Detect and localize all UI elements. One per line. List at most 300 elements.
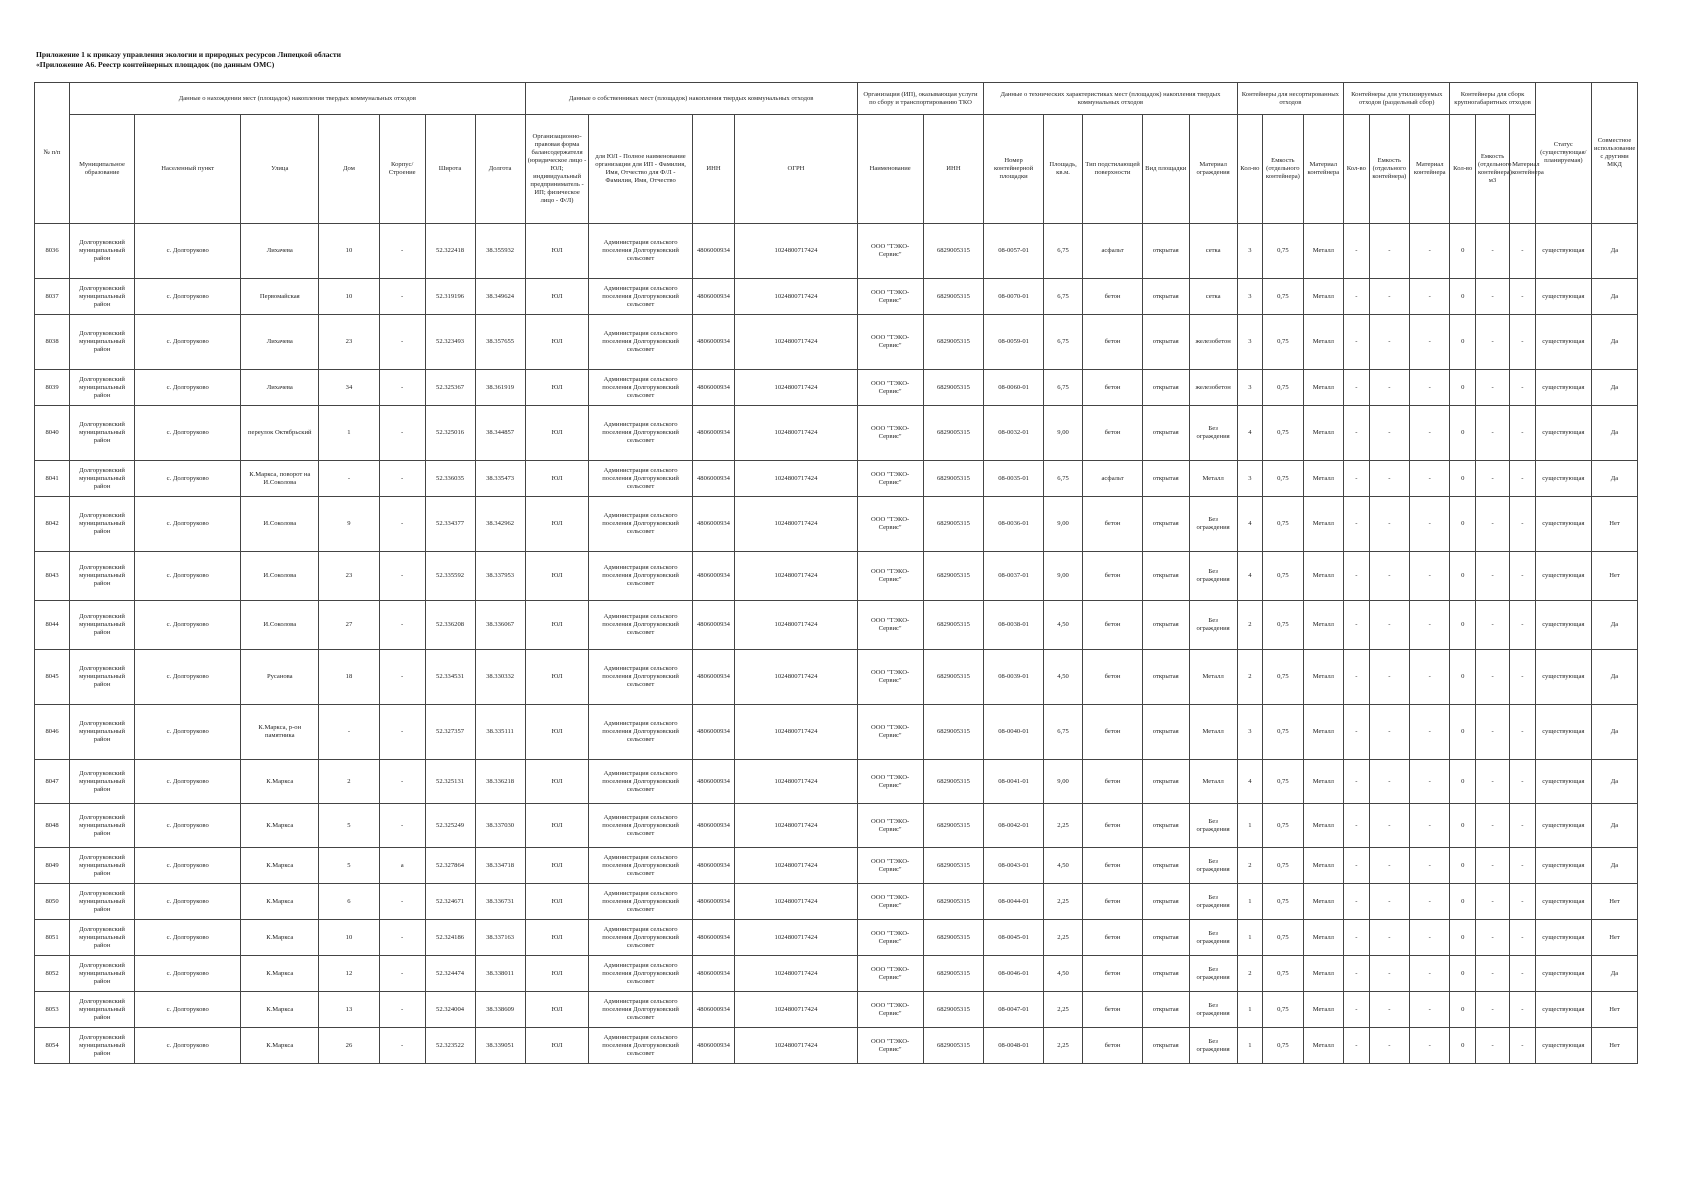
table-cell: - <box>1369 992 1409 1028</box>
table-cell: Нет <box>1592 552 1638 601</box>
table-cell: 12 <box>319 956 380 992</box>
table-row <box>35 1028 1638 1064</box>
table-cell: 18 <box>319 650 380 705</box>
table-cell: - <box>1476 370 1510 406</box>
table-cell: ЮЛ <box>525 406 589 461</box>
table-cell: 0 <box>1450 705 1476 760</box>
table-cell: 08-0045-01 <box>984 920 1044 956</box>
table-cell: - <box>379 992 425 1028</box>
table-cell: 08-0057-01 <box>984 224 1044 279</box>
table-cell: 9,00 <box>1043 497 1082 552</box>
col-recycle-capacity: Емкость (отдельного контейнера) <box>1369 115 1409 224</box>
table-cell: бетон <box>1083 1028 1143 1064</box>
table-cell: Лихачева <box>241 370 319 406</box>
table-cell: К.Маркса <box>241 1028 319 1064</box>
table-cell: 4806000934 <box>692 279 735 315</box>
table-cell: 1 <box>319 406 380 461</box>
table-cell: 0,75 <box>1263 1028 1303 1064</box>
table-cell: 6829005315 <box>923 992 984 1028</box>
table-cell: - <box>1344 370 1370 406</box>
table-cell: - <box>1410 279 1450 315</box>
table-row <box>35 650 1638 705</box>
table-cell: 0 <box>1450 760 1476 804</box>
table-cell: асфальт <box>1083 461 1143 497</box>
table-cell: - <box>1344 920 1370 956</box>
group-containers-unsorted: Контейнеры для несортированных отходов <box>1237 83 1343 115</box>
table-cell: существующая <box>1535 497 1591 552</box>
table-row <box>35 406 1638 461</box>
table-cell: 52.325249 <box>425 804 475 848</box>
table-cell: - <box>1510 224 1536 279</box>
table-row <box>35 804 1638 848</box>
table-cell: 4806000934 <box>692 760 735 804</box>
table-cell: 4 <box>1237 760 1263 804</box>
table-cell: с. Долгоруково <box>135 920 241 956</box>
table-row <box>35 956 1638 992</box>
table-cell: 52.324004 <box>425 992 475 1028</box>
table-cell: Администрация сельского поселения Долгоруковский сельсовет <box>589 884 692 920</box>
table-cell: бетон <box>1083 760 1143 804</box>
table-cell: - <box>379 705 425 760</box>
table-cell: 08-0047-01 <box>984 992 1044 1028</box>
table-cell: 1024800717424 <box>735 848 857 884</box>
table-cell: 6829005315 <box>923 920 984 956</box>
table-cell: 4806000934 <box>692 848 735 884</box>
table-cell: 1024800717424 <box>735 1028 857 1064</box>
table-cell: Долгоруковский муниципальный район <box>70 279 135 315</box>
table-cell: ЮЛ <box>525 552 589 601</box>
table-cell: 0 <box>1450 848 1476 884</box>
table-cell: Да <box>1592 760 1638 804</box>
table-cell: Да <box>1592 956 1638 992</box>
table-cell: Металл <box>1303 992 1343 1028</box>
table-cell: Металл <box>1303 279 1343 315</box>
table-cell: 2,25 <box>1043 804 1082 848</box>
table-cell: существующая <box>1535 461 1591 497</box>
table-cell: И.Соколова <box>241 497 319 552</box>
table-cell: - <box>379 920 425 956</box>
table-cell: - <box>1344 552 1370 601</box>
table-cell: 1 <box>1237 992 1263 1028</box>
table-cell: 0 <box>1450 315 1476 370</box>
table-cell: 10 <box>319 920 380 956</box>
table-cell: 10 <box>319 279 380 315</box>
table-cell: 6829005315 <box>923 497 984 552</box>
table-cell: 4,50 <box>1043 848 1082 884</box>
table-cell: - <box>379 804 425 848</box>
table-cell: Администрация сельского поселения Долгоруковский сельсовет <box>589 848 692 884</box>
table-cell: Долгоруковский муниципальный район <box>70 315 135 370</box>
table-cell: Администрация сельского поселения Долгоруковский сельсовет <box>589 992 692 1028</box>
table-cell: - <box>379 884 425 920</box>
table-cell: существующая <box>1535 552 1591 601</box>
table-cell: - <box>1344 848 1370 884</box>
table-cell: 4806000934 <box>692 920 735 956</box>
table-cell: 2 <box>1237 956 1263 992</box>
table-cell: 38.338011 <box>475 956 525 992</box>
table-cell: бетон <box>1083 650 1143 705</box>
table-cell: открытая <box>1142 315 1189 370</box>
table-row <box>35 705 1638 760</box>
col-latitude: Широта <box>425 115 475 224</box>
table-cell: 1024800717424 <box>735 992 857 1028</box>
table-cell: 2,25 <box>1043 920 1082 956</box>
table-cell: Без ограждения <box>1189 497 1237 552</box>
table-cell: - <box>1510 992 1536 1028</box>
table-cell: 4,50 <box>1043 601 1082 650</box>
table-cell: - <box>1344 1028 1370 1064</box>
table-cell: - <box>1369 920 1409 956</box>
table-cell: Долгоруковский муниципальный район <box>70 461 135 497</box>
table-cell: 08-0032-01 <box>984 406 1044 461</box>
table-cell: 2 <box>1237 650 1263 705</box>
table-cell: - <box>319 705 380 760</box>
table-row <box>35 992 1638 1028</box>
table-cell: с. Долгоруково <box>135 1028 241 1064</box>
table-cell: - <box>1410 1028 1450 1064</box>
table-cell: - <box>1410 705 1450 760</box>
table-cell: - <box>1369 279 1409 315</box>
table-cell: - <box>1510 406 1536 461</box>
table-cell: ЮЛ <box>525 760 589 804</box>
table-cell: - <box>1476 461 1510 497</box>
table-cell: ООО "ТЭКО-Сервис" <box>857 956 923 992</box>
table-cell: 0,75 <box>1263 848 1303 884</box>
group-containers-bulky: Контейнеры для сборк крупногабаритных отходов <box>1450 83 1535 115</box>
table-cell: Металл <box>1303 848 1343 884</box>
table-cell: - <box>379 1028 425 1064</box>
table-cell: 8037 <box>35 279 70 315</box>
col-recycle-material: Материал контейнера <box>1410 115 1450 224</box>
col-site-type: Вид площадки <box>1142 115 1189 224</box>
table-cell: 6829005315 <box>923 760 984 804</box>
table-cell: ООО "ТЭКО-Сервис" <box>857 920 923 956</box>
table-cell: открытая <box>1142 406 1189 461</box>
table-cell: Долгоруковский муниципальный район <box>70 1028 135 1064</box>
table-cell: - <box>1410 804 1450 848</box>
table-cell: 38.339051 <box>475 1028 525 1064</box>
table-cell: Долгоруковский муниципальный район <box>70 884 135 920</box>
table-cell: - <box>1476 760 1510 804</box>
table-cell: 6829005315 <box>923 804 984 848</box>
table-cell: с. Долгоруково <box>135 406 241 461</box>
table-cell: - <box>1476 315 1510 370</box>
table-cell: 52.324186 <box>425 920 475 956</box>
table-cell: 1 <box>1237 804 1263 848</box>
col-house: Дом <box>319 115 380 224</box>
table-cell: 6829005315 <box>923 705 984 760</box>
table-cell: 6,75 <box>1043 315 1082 370</box>
table-cell: существующая <box>1535 279 1591 315</box>
table-cell: Администрация сельского поселения Долгоруковский сельсовет <box>589 650 692 705</box>
table-cell: 2 <box>319 760 380 804</box>
table-cell: 38.336218 <box>475 760 525 804</box>
table-cell: 38.330332 <box>475 650 525 705</box>
table-cell: 4806000934 <box>692 552 735 601</box>
table-cell: 6829005315 <box>923 650 984 705</box>
table-cell: с. Долгоруково <box>135 601 241 650</box>
table-cell: - <box>379 760 425 804</box>
table-cell: Лихачева <box>241 224 319 279</box>
table-row <box>35 370 1638 406</box>
table-cell: ООО "ТЭКО-Сервис" <box>857 650 923 705</box>
table-cell: - <box>1369 315 1409 370</box>
table-cell: 0,75 <box>1263 552 1303 601</box>
table-cell: 4806000934 <box>692 884 735 920</box>
table-cell: - <box>1410 370 1450 406</box>
table-cell: - <box>1510 848 1536 884</box>
table-cell: ООО "ТЭКО-Сервис" <box>857 705 923 760</box>
table-cell: 2 <box>1237 601 1263 650</box>
table-cell: 6,75 <box>1043 279 1082 315</box>
table-cell: - <box>1476 804 1510 848</box>
table-cell: - <box>1369 552 1409 601</box>
group-location: Данные о нахождении мест (площадок) накопления твердых коммунальных отходов <box>70 83 526 115</box>
col-bulky-capacity: Емкость (отдельного контейнера) м3 <box>1476 115 1510 224</box>
table-cell: 1024800717424 <box>735 552 857 601</box>
table-cell: Металл <box>1303 497 1343 552</box>
table-cell: 08-0037-01 <box>984 552 1044 601</box>
table-cell: - <box>1476 884 1510 920</box>
table-cell: Да <box>1592 650 1638 705</box>
table-cell: 4,50 <box>1043 956 1082 992</box>
table-cell: ЮЛ <box>525 315 589 370</box>
table-cell: 52.336035 <box>425 461 475 497</box>
col-site-number: Номер контейнерной площадки <box>984 115 1044 224</box>
col-bulky-qty: Кол-во <box>1450 115 1476 224</box>
table-cell: бетон <box>1083 884 1143 920</box>
table-cell: 1 <box>1237 884 1263 920</box>
table-cell: - <box>1476 650 1510 705</box>
table-cell: 0,75 <box>1263 497 1303 552</box>
table-cell: Долгоруковский муниципальный район <box>70 992 135 1028</box>
table-cell: - <box>1476 920 1510 956</box>
table-cell: 8051 <box>35 920 70 956</box>
table-cell: 8041 <box>35 461 70 497</box>
table-cell: переулок Октябрьский <box>241 406 319 461</box>
table-cell: ООО "ТЭКО-Сервис" <box>857 552 923 601</box>
table-cell: К.Маркса <box>241 848 319 884</box>
table-cell: открытая <box>1142 760 1189 804</box>
table-cell: с. Долгоруково <box>135 804 241 848</box>
table-cell: 08-0048-01 <box>984 1028 1044 1064</box>
table-cell: 0,75 <box>1263 760 1303 804</box>
table-cell: Долгоруковский муниципальный район <box>70 552 135 601</box>
table-cell: Лихачева <box>241 315 319 370</box>
table-cell: - <box>1510 279 1536 315</box>
table-cell: 52.325016 <box>425 406 475 461</box>
table-cell: - <box>1344 279 1370 315</box>
table-cell: - <box>1369 650 1409 705</box>
table-cell: Да <box>1592 601 1638 650</box>
table-cell: 08-0036-01 <box>984 497 1044 552</box>
table-cell: открытая <box>1142 461 1189 497</box>
table-cell: 3 <box>1237 224 1263 279</box>
table-cell: 38.335111 <box>475 705 525 760</box>
table-cell: - <box>1344 884 1370 920</box>
table-cell: 8053 <box>35 992 70 1028</box>
table-cell: 52.336208 <box>425 601 475 650</box>
table-cell: 9,00 <box>1043 760 1082 804</box>
table-cell: 8044 <box>35 601 70 650</box>
table-cell: ООО "ТЭКО-Сервис" <box>857 370 923 406</box>
table-cell: бетон <box>1083 406 1143 461</box>
table-cell: 6829005315 <box>923 224 984 279</box>
table-cell: ООО "ТЭКО-Сервис" <box>857 804 923 848</box>
table-cell: Да <box>1592 461 1638 497</box>
table-cell: 52.325131 <box>425 760 475 804</box>
table-cell: 08-0042-01 <box>984 804 1044 848</box>
table-cell: Да <box>1592 804 1638 848</box>
table-cell: 0,75 <box>1263 992 1303 1028</box>
col-org-form: Организационно-правовая форма балансодержателя (юридическое лицо - ЮЛ; индивидуальный предприниматель - ИП; физическое лицо - Ф/Л) <box>525 115 589 224</box>
table-cell: Без ограждения <box>1189 601 1237 650</box>
table-cell: Металл <box>1303 315 1343 370</box>
table-cell: 3 <box>1237 705 1263 760</box>
table-cell: бетон <box>1083 956 1143 992</box>
registry-title: «Приложение А6. Реестр контейнерных площадок (по данным ОМС) <box>36 60 275 69</box>
table-cell: 8049 <box>35 848 70 884</box>
group-containers-recycle: Контейнеры для утилизируемых отходов (раздельный сбор) <box>1344 83 1450 115</box>
table-cell: 4 <box>1237 497 1263 552</box>
table-cell: 4806000934 <box>692 406 735 461</box>
table-cell: 4806000934 <box>692 497 735 552</box>
table-cell: 1024800717424 <box>735 315 857 370</box>
table-cell: 0 <box>1450 552 1476 601</box>
table-cell: с. Долгоруково <box>135 884 241 920</box>
table-cell: 52.323493 <box>425 315 475 370</box>
table-row <box>35 552 1638 601</box>
table-cell: Металл <box>1189 705 1237 760</box>
table-cell: 4 <box>1237 552 1263 601</box>
table-cell: ООО "ТЭКО-Сервис" <box>857 884 923 920</box>
table-cell: 6829005315 <box>923 370 984 406</box>
col-bulky-material: Материал контейнера <box>1510 115 1536 224</box>
table-cell: - <box>1510 1028 1536 1064</box>
table-cell: бетон <box>1083 848 1143 884</box>
table-cell: Долгоруковский муниципальный район <box>70 804 135 848</box>
table-cell: - <box>1410 884 1450 920</box>
table-cell: ООО "ТЭКО-Сервис" <box>857 992 923 1028</box>
table-cell: 52.327864 <box>425 848 475 884</box>
table-cell: - <box>1410 552 1450 601</box>
table-row <box>35 848 1638 884</box>
table-cell: Долгоруковский муниципальный район <box>70 848 135 884</box>
table-cell: 38.361919 <box>475 370 525 406</box>
table-cell: ЮЛ <box>525 370 589 406</box>
table-cell: 4806000934 <box>692 705 735 760</box>
table-cell: - <box>1410 760 1450 804</box>
table-cell: существующая <box>1535 601 1591 650</box>
table-cell: - <box>379 650 425 705</box>
table-cell: ЮЛ <box>525 848 589 884</box>
table-cell: Долгоруковский муниципальный район <box>70 760 135 804</box>
table-cell: - <box>1344 705 1370 760</box>
table-cell: 3 <box>1237 370 1263 406</box>
table-cell: с. Долгоруково <box>135 848 241 884</box>
table-cell: 9,00 <box>1043 552 1082 601</box>
table-cell: ООО "ТЭКО-Сервис" <box>857 279 923 315</box>
table-cell: 52.327357 <box>425 705 475 760</box>
table-cell: 2,25 <box>1043 1028 1082 1064</box>
table-cell: Русанова <box>241 650 319 705</box>
col-status: Статус (существующая/ планируемая) <box>1535 83 1591 224</box>
table-cell: - <box>1369 1028 1409 1064</box>
table-cell: Нет <box>1592 497 1638 552</box>
table-cell: 0,75 <box>1263 224 1303 279</box>
table-cell: 6829005315 <box>923 848 984 884</box>
table-cell: - <box>1510 461 1536 497</box>
table-cell: 0,75 <box>1263 884 1303 920</box>
table-cell: Нет <box>1592 992 1638 1028</box>
table-cell: К.Маркса <box>241 884 319 920</box>
table-cell: Без ограждения <box>1189 406 1237 461</box>
table-cell: существующая <box>1535 956 1591 992</box>
table-cell: 8052 <box>35 956 70 992</box>
table-cell: бетон <box>1083 315 1143 370</box>
table-cell: сетка <box>1189 224 1237 279</box>
table-cell: 52.324474 <box>425 956 475 992</box>
col-street: Улица <box>241 115 319 224</box>
table-cell: 52.325367 <box>425 370 475 406</box>
table-cell: Нет <box>1592 920 1638 956</box>
table-cell: - <box>1510 497 1536 552</box>
table-cell: с. Долгоруково <box>135 315 241 370</box>
table-cell: Металл <box>1303 224 1343 279</box>
table-cell: 0 <box>1450 804 1476 848</box>
table-cell: 8046 <box>35 705 70 760</box>
table-cell: 4806000934 <box>692 992 735 1028</box>
table-cell: - <box>1510 650 1536 705</box>
table-cell: ЮЛ <box>525 884 589 920</box>
table-cell: Без ограждения <box>1189 956 1237 992</box>
col-operator-inn: ИНН <box>923 115 984 224</box>
table-cell: Да <box>1592 370 1638 406</box>
registry-table <box>34 82 1638 1064</box>
table-cell: - <box>1369 760 1409 804</box>
table-cell: 6829005315 <box>923 406 984 461</box>
table-cell: бетон <box>1083 552 1143 601</box>
table-cell: 0,75 <box>1263 920 1303 956</box>
table-cell: Металл <box>1303 1028 1343 1064</box>
table-cell: 23 <box>319 315 380 370</box>
table-cell: открытая <box>1142 552 1189 601</box>
table-cell: Да <box>1592 705 1638 760</box>
table-cell: 6829005315 <box>923 956 984 992</box>
table-cell: ООО "ТЭКО-Сервис" <box>857 315 923 370</box>
table-cell: - <box>1410 315 1450 370</box>
table-cell: 0 <box>1450 224 1476 279</box>
table-cell: 08-0043-01 <box>984 848 1044 884</box>
table-cell: 0 <box>1450 956 1476 992</box>
table-cell: - <box>1344 956 1370 992</box>
table-cell: 4806000934 <box>692 315 735 370</box>
table-cell: Администрация сельского поселения Долгоруковский сельсовет <box>589 315 692 370</box>
table-cell: Администрация сельского поселения Долгоруковский сельсовет <box>589 956 692 992</box>
table-cell: 08-0039-01 <box>984 650 1044 705</box>
table-cell: 1024800717424 <box>735 760 857 804</box>
table-cell: - <box>1476 601 1510 650</box>
table-cell: открытая <box>1142 956 1189 992</box>
table-cell: с. Долгоруково <box>135 279 241 315</box>
table-cell: 4806000934 <box>692 956 735 992</box>
table-cell: 6,75 <box>1043 705 1082 760</box>
table-cell: 1024800717424 <box>735 461 857 497</box>
table-cell: 9,00 <box>1043 406 1082 461</box>
table-cell: Да <box>1592 406 1638 461</box>
table-cell: Без ограждения <box>1189 884 1237 920</box>
table-cell: Металл <box>1303 461 1343 497</box>
